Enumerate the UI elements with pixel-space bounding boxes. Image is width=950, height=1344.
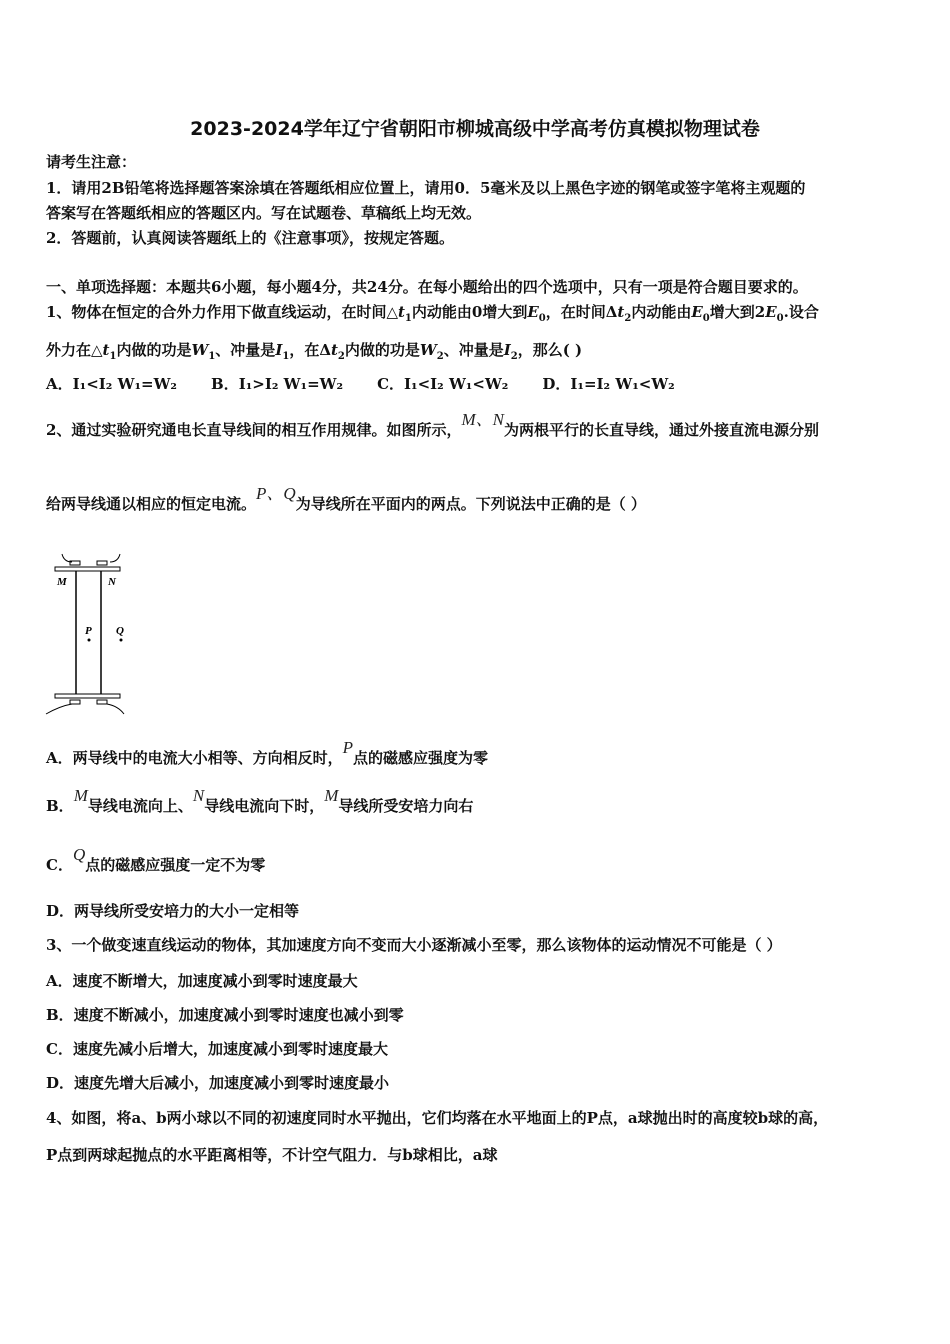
q4-line-2: P点到两球起抛点的水平距离相等，不计空气阻力．与b球相比，a球: [46, 1146, 498, 1164]
q1-option-b[interactable]: B．I₁>I₂ W₁=W₂: [211, 375, 344, 393]
q1-options: [46, 374, 709, 394]
q2-line-1: 2、通过实验研究通电长直导线间的相互作用规律。如图所示，M、N为两根平行的长直导线，通过外接直流电源分别: [46, 410, 819, 439]
bottom-right-lead: [107, 704, 124, 714]
q3-stem: 3、一个做变速直线运动的物体，其加速度方向不变而大小逐渐减小至零，那么该物体的运动情况不可能是（ ）: [46, 936, 782, 954]
parallel-wires-figure: [40, 548, 140, 718]
bottom-plate: [55, 694, 120, 698]
q3-option-c[interactable]: C．速度先减小后增大，加速度减小到零时速度最大: [46, 1040, 388, 1058]
q3-option-a[interactable]: A．速度不断增大，加速度减小到零时速度最大: [46, 972, 358, 990]
notice-line-1: 1．请用2B铅笔将选择题答案涂填在答题纸相应位置上，请用0．5毫米及以上黑色字迹的钢笔或签字笔将主观题的: [46, 179, 806, 197]
q1-line-1: 1、物体在恒定的合外力作用下做直线运动，在时间$\triangle t_1$内动能由0增大到$E_0$，在时间$\Delta t_2$内动能由$E_0$增大到$2E_0$.设合: [46, 303, 819, 324]
q3-option-b[interactable]: B．速度不断减小，加速度减小到零时速度也减小到零: [46, 1006, 404, 1024]
section-heading: 一、单项选择题：本题共6小题，每小题4分，共24分。在每小题给出的四个选项中，只有一项是符合题目要求的。: [46, 278, 808, 296]
bottom-clamp-m: [70, 700, 80, 704]
page-title: 2023-2024学年辽宁省朝阳市柳城高级中学高考仿真模拟物理试卷: [190, 118, 760, 140]
q2-option-b[interactable]: B．M导线电流向上、N导线电流向下时，M导线所受安培力向右: [46, 786, 474, 815]
q1-option-d[interactable]: D．I₁=I₂ W₁<W₂: [542, 375, 675, 393]
notice-heading: 请考生注意：: [46, 153, 137, 171]
bottom-clamp-n: [97, 700, 107, 704]
q1-option-a[interactable]: A．I₁<I₂ W₁=W₂: [46, 375, 178, 393]
q4-line-1: 4、如图，将a、b两小球以不同的初速度同时水平抛出，它们均落在水平地面上的P点，a球抛出时的高度较b球的高，: [46, 1109, 829, 1127]
q2-option-d[interactable]: D．两导线所受安培力的大小一定相等: [46, 902, 300, 920]
label-m: M: [57, 576, 67, 588]
q1-line-2: 外力在$\triangle t_1$内做的功是$W_1$、冲量是$I_1$，在$\Delta t_2$内做的功是$W_2$、冲量是$I_2$，那么( ): [46, 341, 583, 362]
top-plate: [55, 567, 120, 571]
q1-option-c[interactable]: C．I₁<I₂ W₁<W₂: [377, 375, 509, 393]
q2-option-a[interactable]: A．两导线中的电流大小相等、方向相反时，P点的磁感应强度为零: [46, 738, 489, 767]
label-q: Q: [116, 625, 124, 637]
q2-line-2: 给两导线通以相应的恒定电流。P、Q为导线所在平面内的两点。下列说法中正确的是（ ）: [46, 484, 646, 513]
point-q: [120, 639, 123, 642]
q3-option-d[interactable]: D．速度先增大后减小，加速度减小到零时速度最小: [46, 1074, 390, 1092]
notice-line-3: 2．答题前，认真阅读答题纸上的《注意事项》，按规定答题。: [46, 229, 454, 247]
label-n: N: [108, 576, 116, 588]
label-p: P: [85, 625, 92, 637]
bottom-left-lead: [46, 704, 72, 714]
notice-line-2: 答案写在答题纸相应的答题区内。写在试题卷、草稿纸上均无效。: [46, 204, 482, 222]
q2-option-c[interactable]: C．Q点的磁感应强度一定不为零: [46, 845, 266, 874]
top-right-lead: [110, 554, 120, 562]
point-p: [88, 639, 91, 642]
top-clamp-n: [97, 561, 107, 565]
